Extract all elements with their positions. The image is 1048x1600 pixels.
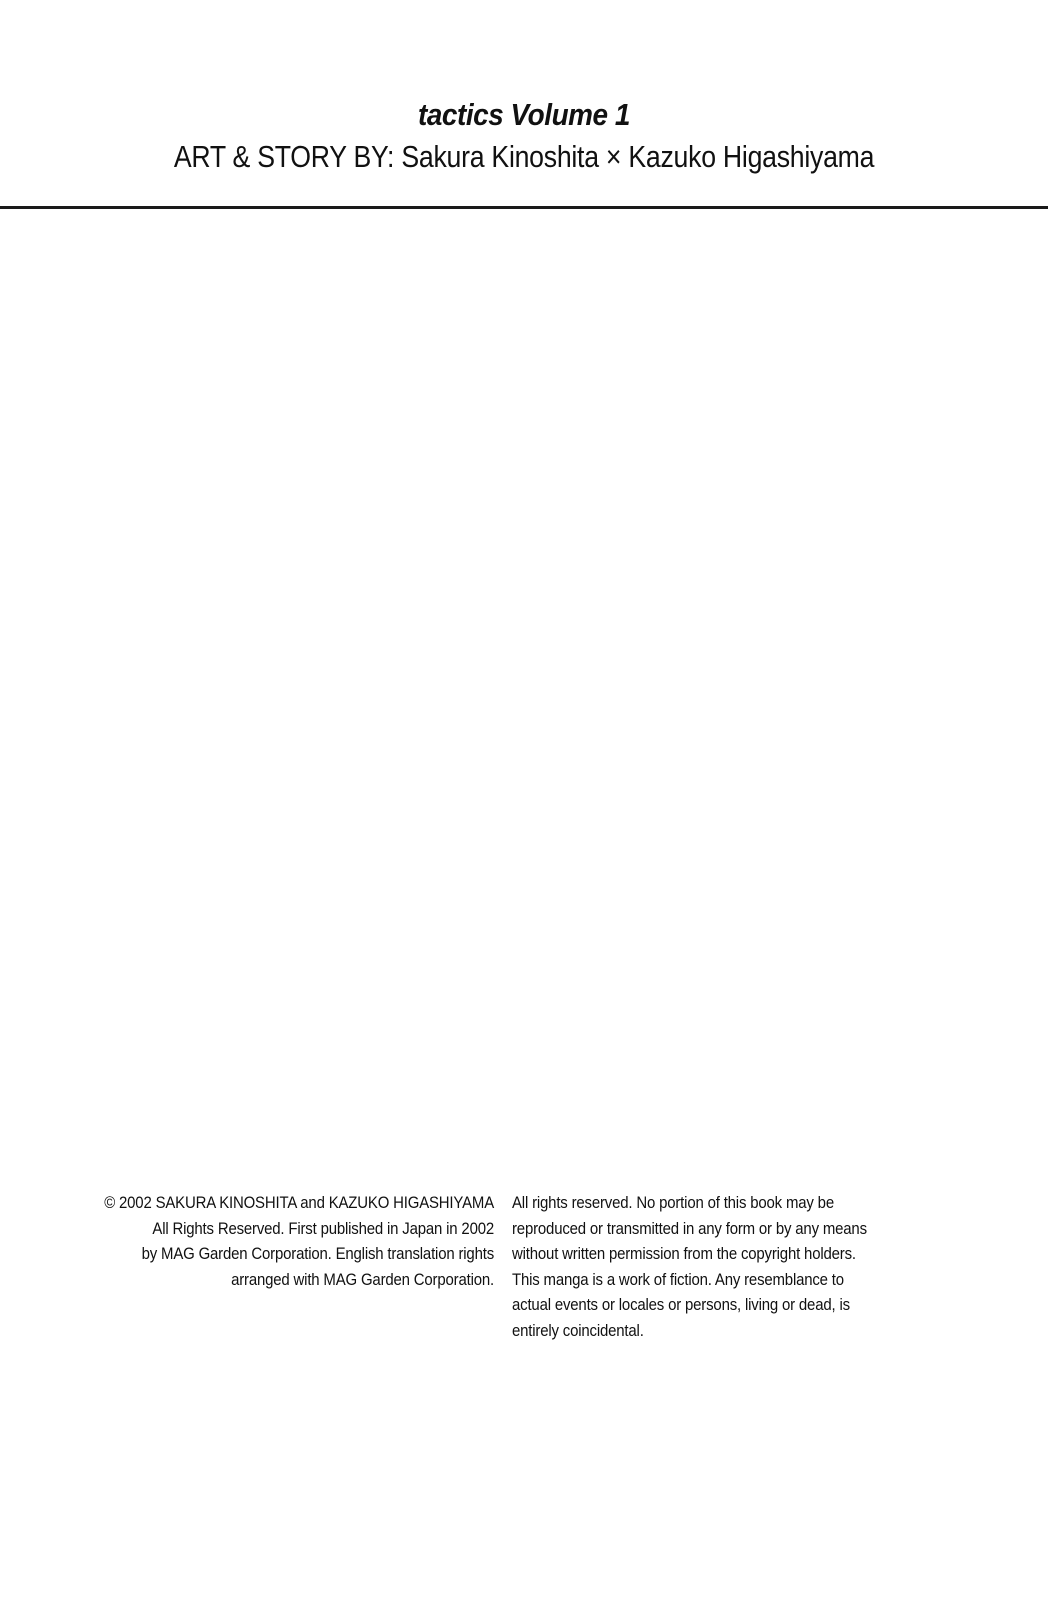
notice-line: actual events or locales or persons, living or dead, is (512, 1295, 850, 1314)
copyright-line: arranged with MAG Garden Corporation. (231, 1269, 494, 1289)
title-block (0, 96, 1048, 176)
notice-line: reproduced or transmitted in any form or by any means (512, 1218, 867, 1238)
horizontal-rule (0, 206, 1048, 209)
copyright-line: © 2002 SAKURA KINOSHITA and KAZUKO HIGASHIYAMA (104, 1193, 495, 1212)
copyright-notice (40, 1190, 494, 1292)
notice-line: entirely coincidental. (512, 1320, 644, 1340)
notice-line: without written permission from the copyright holders. (512, 1244, 856, 1263)
notice-line: This manga is a work of fiction. Any resemblance to (512, 1269, 844, 1289)
author-credits: ART & STORY BY: Sakura Kinoshita × Kazuko Higashiyama (173, 139, 875, 174)
notice-line: All rights reserved. No portion of this book may be (512, 1193, 834, 1212)
book-title: tactics Volume 1 (418, 97, 630, 132)
rights-notice (512, 1190, 982, 1343)
copyright-line: by MAG Garden Corporation. English translation rights (141, 1244, 495, 1263)
copyright-line: All Rights Reserved. First published in Japan in 2002 (152, 1218, 494, 1238)
